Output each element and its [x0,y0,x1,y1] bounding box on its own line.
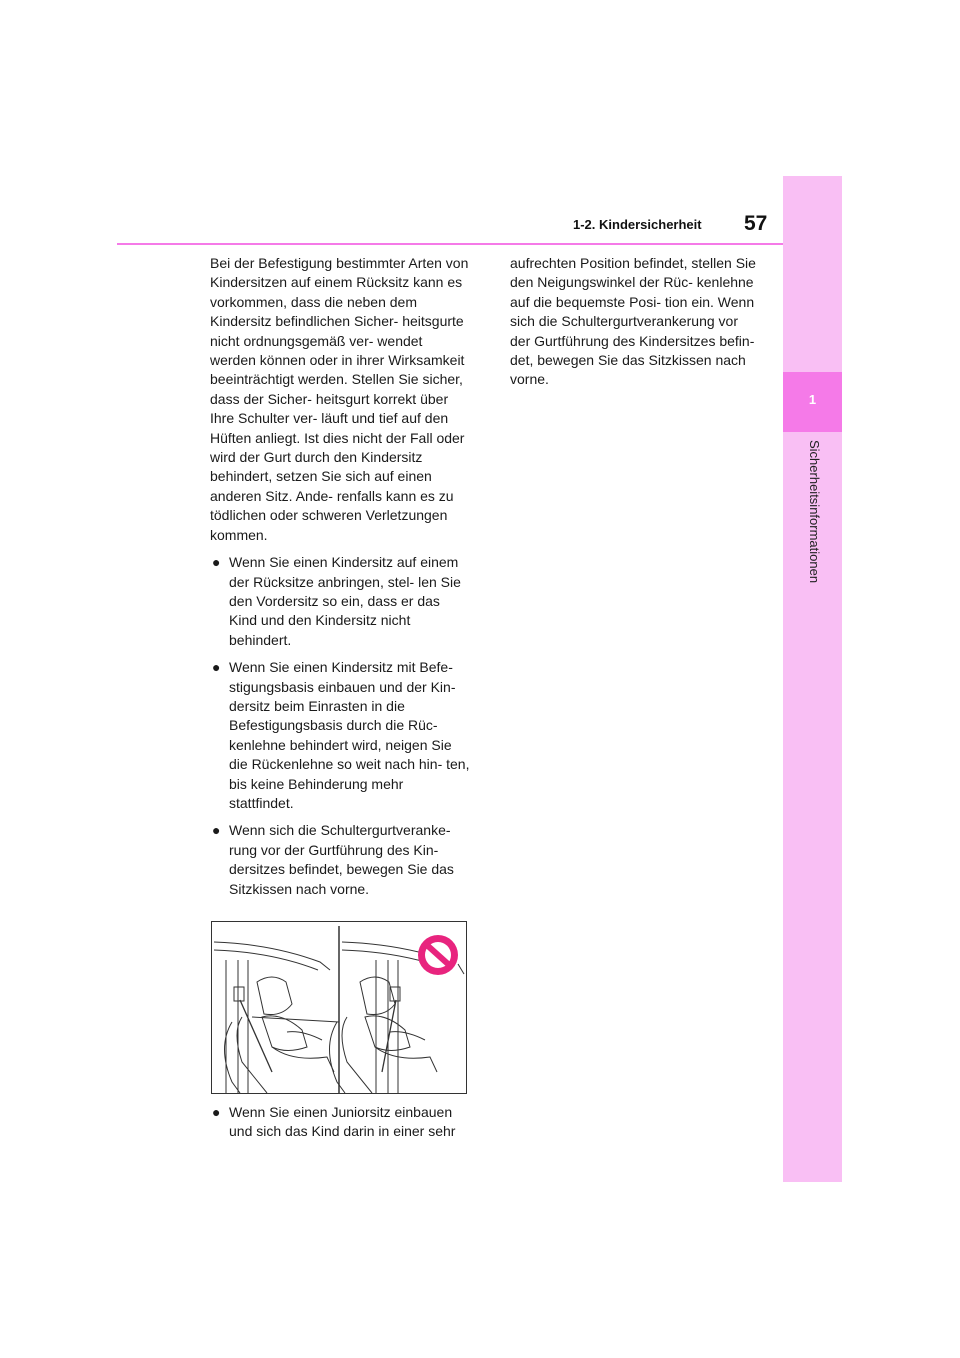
right-column [510,254,760,390]
bullet-dot-icon: ● [212,659,221,676]
bullet-dot-icon: ● [212,1104,221,1120]
bullet-text: Wenn sich die Schultergurtveranke- rung vor der Gurtführung des Kin- dersitzes befindet, bewegen Sie das Sitzkissen nach vorne. [229,822,454,897]
child-seat-illustration [211,921,467,1094]
bullet-text: Wenn Sie einen Juniorsitz einbauen und sich das Kind darin in einer sehr [229,1104,456,1140]
bullet-item [210,821,470,899]
bullet-dot-icon: ● [212,554,221,571]
chapter-number: 1 [808,392,817,407]
left-column [210,254,470,1142]
bullet-item [210,553,470,650]
bullet-item [210,1103,470,1142]
bullet-text: Wenn Sie einen Kindersitz mit Befe- stigungsbasis einbauen und der Kin- dersitz beim Einrasten in die Befestigungsbasis durch die Rüc- kenlehne behindert wird, neigen Sie die Rückenlehne so weit nach hin- ten, bis keine Behinderung mehr stattfindet. [229,659,470,811]
bullet-item [210,658,470,813]
bullet-text: Wenn Sie einen Kindersitz auf einem der Rücksitze anbringen, stel- len Sie den Vordersitz so ein, dass er das Kind und den Kindersitz nicht behindert. [229,554,461,648]
seat-belt-drawing [212,922,466,1093]
chapter-title: Sicherheitsinformationen [807,440,822,584]
intro-paragraph: Bei der Befestigung bestimmter Arten von Kindersitzen auf einem Rücksitz kann es vorkommen, dass die neben dem Kindersitz befindlichen Sicher- heitsgurte nicht ordnungsgemäß ver- wendet werden können oder in ihrer Wirksamkeit beeinträchtigt werden. Stellen Sie sicher, dass der Sicher- heitsgurt korrekt über Ihre Schulter ver- läuft und tief auf den Hüften anliegt. Ist dies nicht der Fall oder wird der Gurt durch den Kindersitz behindert, setzen Sie sich auf einen anderen Sitz. Ande- renfalls kann es zu tödlichen oder schweren Verletzungen kommen. [210,255,469,543]
prohibition-icon [418,935,458,975]
header-rule [117,243,783,245]
page-number: 57 [744,212,768,235]
chapter-side-tab [783,176,842,1182]
section-title: 1-2. Kindersicherheit [573,217,702,232]
continued-paragraph: aufrechten Position befindet, stellen Sie den Neigungswinkel der Rüc- kenlehne auf die bequemste Posi- tion ein. Wenn sich die Schultergurtverankerung vor der Gurtführung des Kindersitzes befin- det, bewegen Sie das Sitzkissen nach vorne. [510,255,756,388]
bullet-dot-icon: ● [212,822,221,839]
